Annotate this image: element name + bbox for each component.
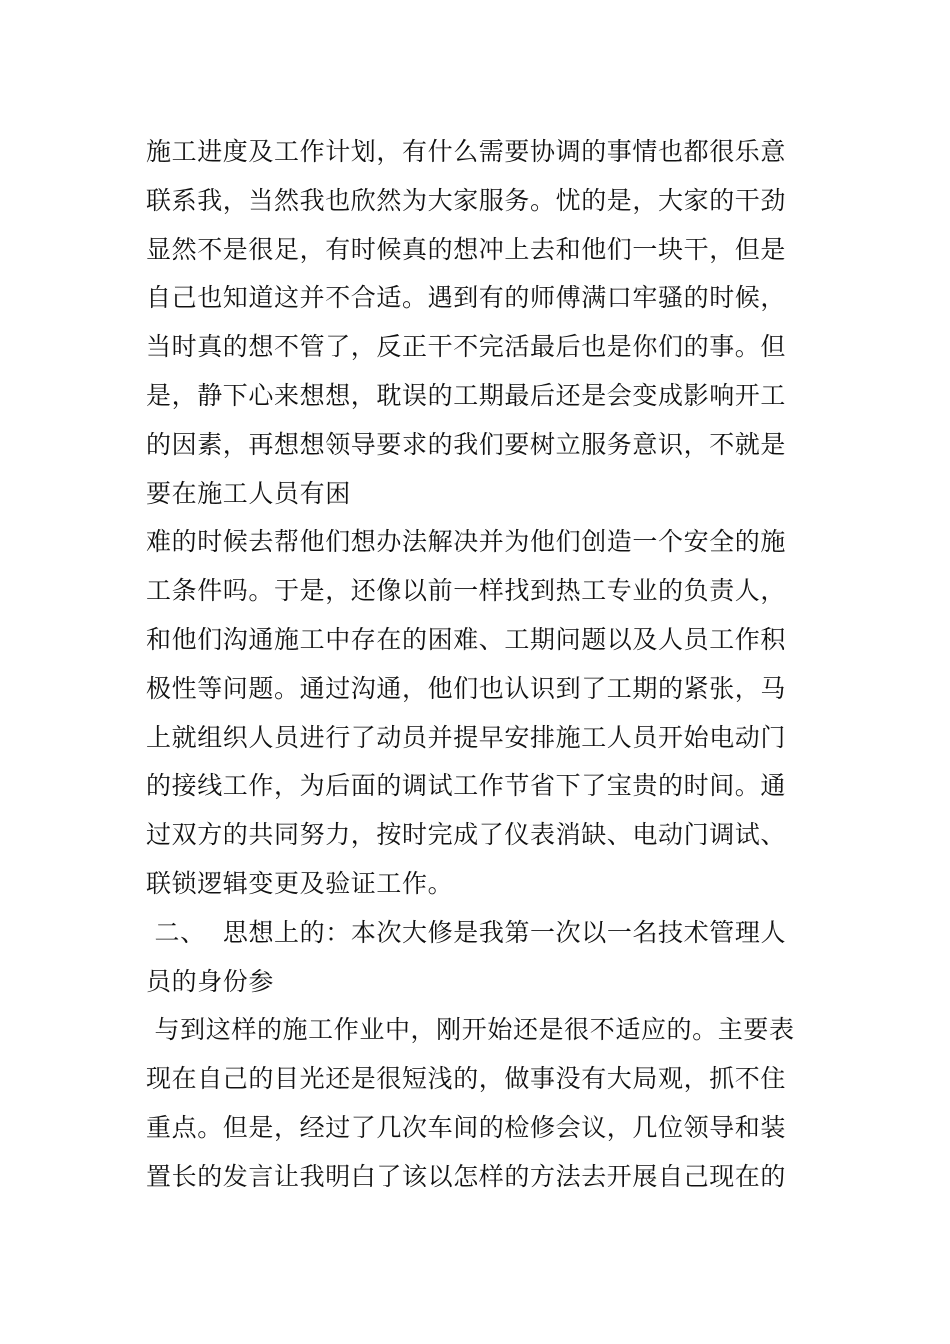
text-line: 上就组织人员进行了动员并提早安排施工人员开始电动门 [146,722,787,752]
text-line: 置长的发言让我明白了该以怎样的方法去开展自己现在的 [146,1161,787,1191]
text-line: 自己也知道这并不合适。遇到有的师傅满口牢骚的时候， [146,283,787,313]
section-heading-line: 二、 思想上的：本次大修是我第一次以一名技术管理人 [146,917,787,947]
text-line: 过双方的共同努力，按时完成了仪表消缺、电动门调试、 [146,820,787,850]
text-line: 当时真的想不管了，反正干不完活最后也是你们的事。但 [146,332,787,362]
text-line: 施工进度及工作计划，有什么需要协调的事情也都很乐意 [146,137,787,166]
text-line: 极性等问题。通过沟通，他们也认识到了工期的紧张，马 [146,673,787,703]
body-text [146,128,816,1202]
text-line: 是，静下心来想想，耽误的工期最后还是会变成影响开工 [146,380,787,410]
text-line: 员的身份参 [146,966,275,996]
text-line: 难的时候去帮他们想办法解决并为他们创造一个安全的施 [146,527,787,557]
text-line: 要在施工人员有困 [146,478,351,508]
text-line: 联锁逻辑变更及验证工作。 [146,868,454,898]
text-line: 的接线工作，为后面的调试工作节省下了宝贵的时间。通 [146,771,787,801]
text-line: 联系我，当然我也欣然为大家服务。忧的是，大家的干劲 [146,185,787,215]
text-line: 现在自己的目光还是很短浅的，做事没有大局观，抓不住 [146,1064,787,1094]
text-line: 重点。但是，经过了几次车间的检修会议，几位领导和装 [146,1112,787,1142]
text-line: 显然不是很足，有时候真的想冲上去和他们一块干，但是 [146,234,787,264]
text-line: 的因素，再想想领导要求的我们要树立服务意识，不就是 [146,429,787,459]
text-line: 和他们沟通施工中存在的困难、工期问题以及人员工作积 [146,624,787,654]
text-line: 与到这样的施工作业中，刚开始还是很不适应的。主要表 [146,1015,795,1045]
text-line: 工条件吗。于是，还像以前一样找到热工专业的负责人， [146,576,787,606]
